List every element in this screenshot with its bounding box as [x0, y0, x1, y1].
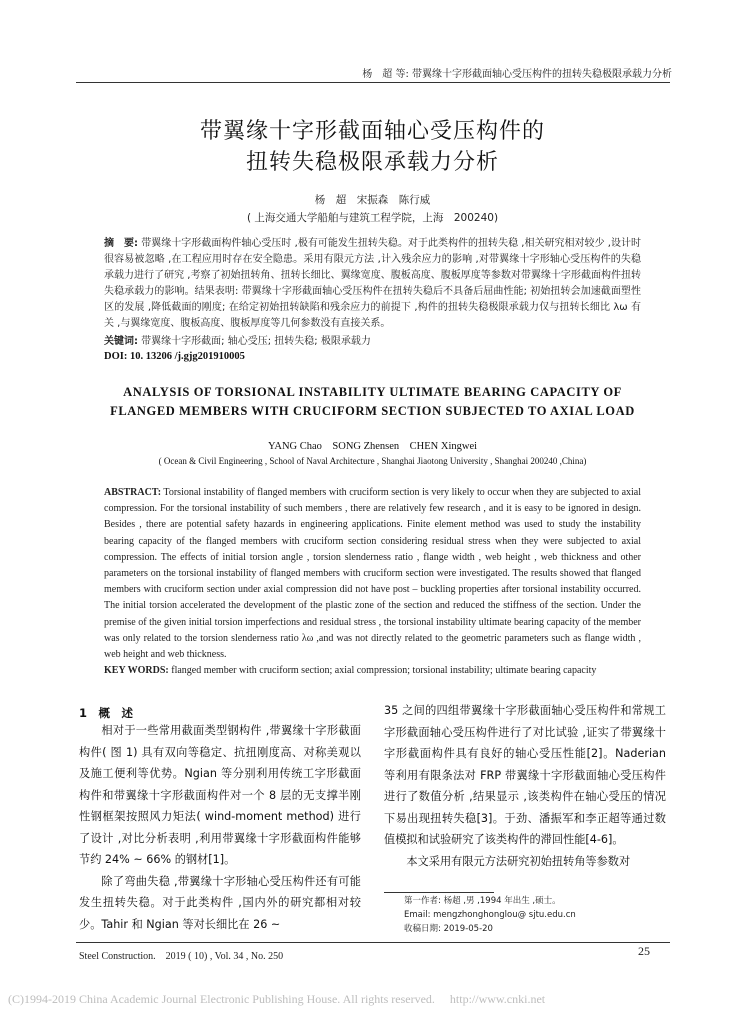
abstract-en-label: ABSTRACT:	[104, 487, 162, 498]
page-number: 25	[638, 944, 650, 958]
footer-rule	[76, 942, 670, 943]
abstract-cn	[104, 236, 641, 332]
footnote	[404, 894, 576, 936]
left-paragraph-2: 除了弯曲失稳 ,带翼缘十字形轴心受压构件还有可能发生扭转失稳。对于此类构件 ,国内外的研究都相对较少。Tahir 和 Ngian 等对长细比在 26 ~	[79, 874, 361, 931]
keywords-en-label: KEY WORDS:	[104, 665, 169, 676]
keywords-cn	[104, 334, 641, 350]
keywords-en	[104, 663, 654, 679]
footnote-rule	[384, 892, 494, 893]
affiliation-cn: ( 上海交通大学船舶与建筑工程学院，上海 200240)	[246, 212, 499, 224]
abstract-cn-text: 带翼缘十字形截面构件轴心受压时 ,极有可能发生扭转失稳。对于此类构件的扭转失稳 ,相关研究相对较少 ,设计时很容易被忽略 ,在工程应用时存在安全隐患。采用有限元方法 ,计入残余应力的影响 ,对带翼缘十字形轴心受压构件的失稳承载力进行了研究 ,考察了初始扭转角、扭转长细比、翼缘宽度、腹板高度、腹板厚度等参数对带翼缘十字形截面构件扭转失稳承载力的影响。结果表明: 带翼缘十字形截面轴心受压构件在扭转失稳后不具备后屈曲性能; 初始扭转会加速截面塑性区的发展 ,降低截面的刚度; 在给定初始扭转缺陷和残余应力的前提下 ,构件的扭转失稳极限承载力仅与扭转长细比 λω 有关 ,与翼缘宽度、腹板高度、腹板厚度等几何参数没有直接关系。	[104, 238, 641, 329]
abstract-cn-label: 摘 要:	[104, 238, 139, 249]
left-paragraph-1: 相对于一些常用截面类型钢构件 ,带翼缘十字形截面构件( 图 1) 具有双向等稳定、抗扭刚度高、对称美观以及施工便利等优势。Ngian 等分别利用传统工字形截面构件和带翼缘十字形截面构件对一个 8 层的无支撑半刚性钢框架按照风力矩法( wind-moment method) 进行了设计 ,对比分析表明 ,利用带翼缘十字形截面构件能够节约 24% ~ 66% 的钢材[1]。	[79, 724, 361, 866]
doi: DOI: 10. 13206 /j.gjg201910005	[104, 351, 245, 362]
copyright-watermark: (C)1994-2019 China Academic Journal Electronic Publishing House. All rights reserved. http://www.cnki.net	[8, 992, 546, 1006]
running-head: 杨 超 等: 带翼缘十字形截面轴心受压构件的扭转失稳极限承载力分析	[362, 69, 672, 80]
keywords-cn-text: 带翼缘十字形截面; 轴心受压; 扭转失稳; 极限承载力	[138, 336, 371, 347]
footnote-author: 第一作者: 杨超 ,男 ,1994 年出生 ,硕士。	[404, 896, 561, 906]
abstract-en	[104, 485, 641, 663]
keywords-cn-label: 关键词:	[104, 336, 138, 347]
right-paragraph-1: 35 之间的四组带翼缘十字形截面轴心受压构件和常规工字形截面轴心受压构件进行了对比试验 ,证实了带翼缘十字形截面构件具有良好的轴心受压性能[2]。Naderian 等利用有限条法对 FRP 带翼缘十字形截面轴心受压构件进行了数值分析 ,结果显示 ,该类构件在轴心受压的情况下易出现扭转失稳[3]。于劲、潘振军和李正超等通过数值模拟和试验研究了该类构件的滞回性能[4-6]。	[384, 704, 666, 846]
title-en-line2: FLANGED MEMBERS WITH CRUCIFORM SECTION SUBJECTED TO AXIAL LOAD	[110, 404, 635, 418]
title-en-line1: ANALYSIS OF TORSIONAL INSTABILITY ULTIMATE BEARING CAPACITY OF	[123, 385, 622, 399]
keywords-en-text: flanged member with cruciform section; axial compression; torsional instability; ultimate bearing capacity	[168, 665, 597, 676]
footnote-received: 收稿日期: 2019-05-20	[404, 924, 493, 934]
title-cn-line2: 扭转失稳极限承载力分析	[245, 150, 499, 175]
affiliation-en: ( Ocean & Civil Engineering , School of Naval Architecture , Shanghai Jiaotong University , Shanghai 200240 ,China)	[158, 456, 587, 466]
title-cn-line1: 带翼缘十字形截面轴心受压构件的	[199, 119, 545, 144]
left-column	[79, 720, 361, 935]
footnote-email: Email: mengzhonghonglou@ sjtu.edu.cn	[404, 910, 576, 920]
right-column	[384, 700, 666, 872]
authors-cn: 杨 超 宋振森 陈行威	[314, 194, 431, 206]
abstract-en-text: Torsional instability of flanged members with cruciform section is very likely to occur when they are subjected to axial compression. For the torsional instability of such members , there are relatively few research , and it is easy to be ignored in design. Besides , there are potential safety hazards in engineering applications. Finite element method was used to study the instability bearing capacity of the flanged members with cruciform section considering residual stress when they were subjected to axial compression. The effects of initial torsion angle , torsion slenderness ratio , flange width , web height , web thickness and other parameters on the torsional instability of flanged members with cruciform section were investigated. The results showed that flanged members with cruciform section under axial compression did not have post – buckling properties after torsional instability occurred. The initial torsion accelerated the development of the plastic zone of the section and reduced the stiffness of the section. Under the premise of the given initial torsion imperfections and residual stress , the torsional instability ultimate bearing capacity of the member was only related to the torsion slenderness ratio λω ,and was not directly related to the geometric parameters such as flange width , web height and web thickness.	[104, 487, 641, 661]
journal-info: Steel Construction. 2019 ( 10) , Vol. 34 , No. 250	[79, 951, 284, 962]
authors-en: YANG Chao SONG Zhensen CHEN Xingwei	[267, 441, 478, 452]
header-rule	[76, 82, 670, 83]
right-paragraph-2: 本文采用有限元方法研究初始扭转角等参数对	[406, 854, 631, 868]
section-heading: 1 概 述	[79, 706, 134, 720]
